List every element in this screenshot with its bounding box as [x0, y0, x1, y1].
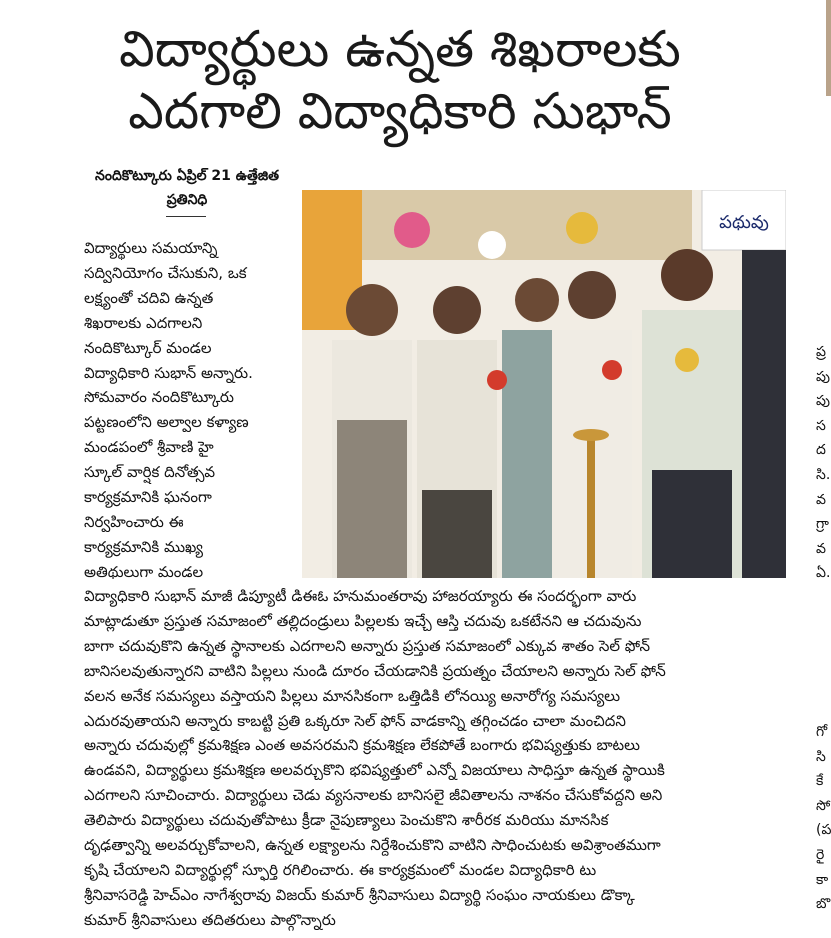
body-text-line: నిర్వహించారు ఈ — [84, 512, 184, 531]
adjacent-text-line: గ్రా — [816, 516, 829, 533]
body-text-line: విద్యార్థులు సమయాన్ని — [84, 239, 218, 257]
body-text-line: స్కూల్ వార్షిక దినోత్సవ — [84, 463, 216, 482]
dateline — [84, 164, 290, 212]
dateline-line-1: నందికొట్కూరు ఏప్రిల్ 21 ఉత్తేజిత — [95, 168, 279, 184]
adjacent-text-line: ఏ. — [816, 565, 831, 582]
body-text-line: మండపంలో శ్రీవాణి హై — [84, 438, 214, 457]
body-text-line: కుమార్ శ్రీనివాసులు తదితరులు పాల్గొన్నారు — [84, 910, 336, 929]
body-text-line: సోమవారం నందికొట్కూరు — [84, 388, 234, 407]
body-text-line: కృషి చేయాలని విద్యార్థుల్లో స్ఫూర్తి రగిలించారు. ఈ కార్యక్రమంలో మండల విద్యాధికారి టు — [84, 860, 597, 879]
dateline-line-2: ప్రతినిధి — [166, 192, 208, 208]
article-column-text — [84, 236, 296, 585]
photo-person-2-head — [433, 286, 481, 334]
adjacent-text-line: (ప — [816, 822, 831, 839]
body-text-line: దృఢత్వాన్ని అలవర్చుకోవాలని, ఉన్నత లక్ష్యాలను నిర్దేశించుకొని వాటిని సాధించుటకు అవిశ్రాంతముగా — [84, 836, 661, 855]
body-text-line: విద్యాధికారి సుభాన్ మాజీ డిప్యూటీ డిఈఓ హనుమంతరావు హాజరయ్యారు ఈ సందర్భంగా వారు — [84, 587, 637, 605]
photo-doorway — [742, 250, 786, 578]
photo-badge — [487, 370, 507, 390]
adjacent-text-line: సి. — [816, 466, 831, 483]
adjacent-text-line: సి — [816, 748, 826, 765]
article-wide-text — [84, 584, 784, 933]
adjacent-text-line: పు — [816, 393, 830, 410]
body-text-line: ఉండవని, విద్యార్థులు క్రమశిక్షణ అలవర్చుకొని భవిష్యత్తులో ఎన్నో విజయాలు సాధిస్తూ ఉన్నత స్థాయికి — [84, 761, 665, 780]
adjacent-text-line: గో — [816, 724, 828, 740]
body-text-line: కార్యక్రమానికి ముఖ్య — [84, 537, 204, 556]
headline-line-2: ఎదగాలి విద్యాధికారి సుభాన్ — [128, 82, 672, 140]
event-photo — [302, 190, 786, 578]
body-text-line: కార్యక్రమానికి ఘనంగా — [84, 488, 212, 507]
body-text-line: ఎదురవుతాయని అన్నారు కాబట్టి ప్రతి ఒక్కరూ సెల్ ఫోన్ వాడకాన్ని తగ్గించడం చాలా మంచిదని — [84, 711, 626, 730]
dateline-divider — [166, 216, 206, 217]
photo-oil-lamp — [587, 430, 595, 578]
photo-person-3-head — [515, 278, 559, 322]
adjacent-article-edge-1 — [816, 340, 831, 586]
adjacent-text-line: ద — [816, 442, 826, 459]
body-text-line: శ్రీనివాసరెడ్డి హెచ్ఎం నాగేశ్వరావు విజయ్ కుమార్ శ్రీనివాసులు విద్యార్థి సంఘం నాయకులు డొక్కా — [84, 885, 635, 904]
photo-flower-decoration — [394, 212, 430, 248]
adjacent-text-line: స — [816, 417, 826, 434]
adjacent-article-edge-2 — [816, 720, 831, 917]
adjacent-photo-edge — [826, 0, 831, 96]
adjacent-text-line: సో — [816, 797, 831, 814]
headline-line-1: విద్యార్థులు ఉన్నత శిఖరాలకు — [119, 20, 681, 78]
body-text-line: శిఖరాలకు ఎదగాలని — [84, 313, 203, 332]
adjacent-text-line: కే — [816, 773, 824, 790]
body-text-line: విద్యాధికారి సుభాన్ అన్నారు. — [84, 363, 253, 382]
photo-person-1-trousers — [337, 420, 407, 578]
photo-oil-lamp-top — [573, 429, 609, 441]
headline — [0, 18, 800, 142]
body-text-line: బానిసలవుతున్నారని వాటిని పిల్లలు నుండి దూరం చేయడానికి ప్రయత్నం చేయాలని అన్నారు సెల్ ఫోన్ — [84, 661, 666, 680]
photo-flower-decoration — [478, 231, 506, 259]
photo-person-2-trousers — [422, 490, 492, 578]
body-text-line: మాట్లాడుతూ ప్రస్తుత సమాజంలో తల్లిదండ్రులు పిల్లలకు ఇచ్చే ఆస్తి చదువు ఒకటేనని ఆ చదువును — [84, 611, 642, 630]
body-text-line: ఎదగాలని సూచించారు. విద్యార్థులు చెడు వ్యసనాలకు బానిసలై జీవితాలను నాశనం చేసుకోవద్దని అని — [84, 786, 663, 805]
photo-person-1-head — [346, 284, 398, 336]
adjacent-text-line: వ — [816, 491, 826, 508]
photo-badge — [675, 348, 699, 372]
photo-person-5-trousers — [652, 470, 732, 578]
body-text-line: లక్ష్యంతో చదివి ఉన్నత — [84, 288, 214, 307]
photo-person-5-head — [661, 249, 713, 301]
adjacent-text-line: బొ — [816, 896, 831, 913]
body-text-line: బాగా చదువుకొని ఉన్నత స్థానాలకు ఎదగాలని అన్నారు ప్రస్తుత సమాజంలో ఎక్కువ శాతం సెల్ ఫోన్ — [84, 636, 651, 655]
photo-person-4-head — [568, 271, 616, 319]
body-text-line: నందికొట్కూర్ మండల — [84, 338, 212, 357]
adjacent-text-line: ప్ర — [816, 344, 826, 360]
body-text-line: అతిథులుగా మండల — [84, 562, 204, 581]
adjacent-text-line: కా — [816, 871, 829, 888]
body-text-line: అన్నారు చదువుల్లో క్రమశిక్షణ ఎంత అవసరమని క్రమశిక్షణ లేకపోతే బంగారు భవిష్యత్తుకు బాటలు — [84, 736, 640, 755]
adjacent-text-line: వ — [816, 540, 826, 557]
body-text-line: తెలిపారు విద్యార్థులు చదువుతోపాటు క్రీడా నైపుణ్యాలు పెంచుకొని శారీరక మరియు మానసిక — [84, 811, 609, 830]
body-text-line: పట్టణంలోని అల్వాల కళ్యాణ — [84, 413, 249, 432]
body-text-line: సద్వినియోగం చేసుకుని, ఒక — [84, 263, 247, 282]
photo-banner-text: పథువు — [719, 212, 769, 233]
photo-badge — [602, 360, 622, 380]
photo-flower-decoration — [566, 212, 598, 244]
adjacent-text-line: రై — [816, 846, 825, 863]
adjacent-text-line: పు — [816, 368, 830, 385]
body-text-line: వలన అనేక సమస్యలు వస్తాయని పిల్లలు మానసికంగా ఒత్తిడికి లోనయ్యి అనారోగ్య సమస్యలు — [84, 686, 621, 705]
